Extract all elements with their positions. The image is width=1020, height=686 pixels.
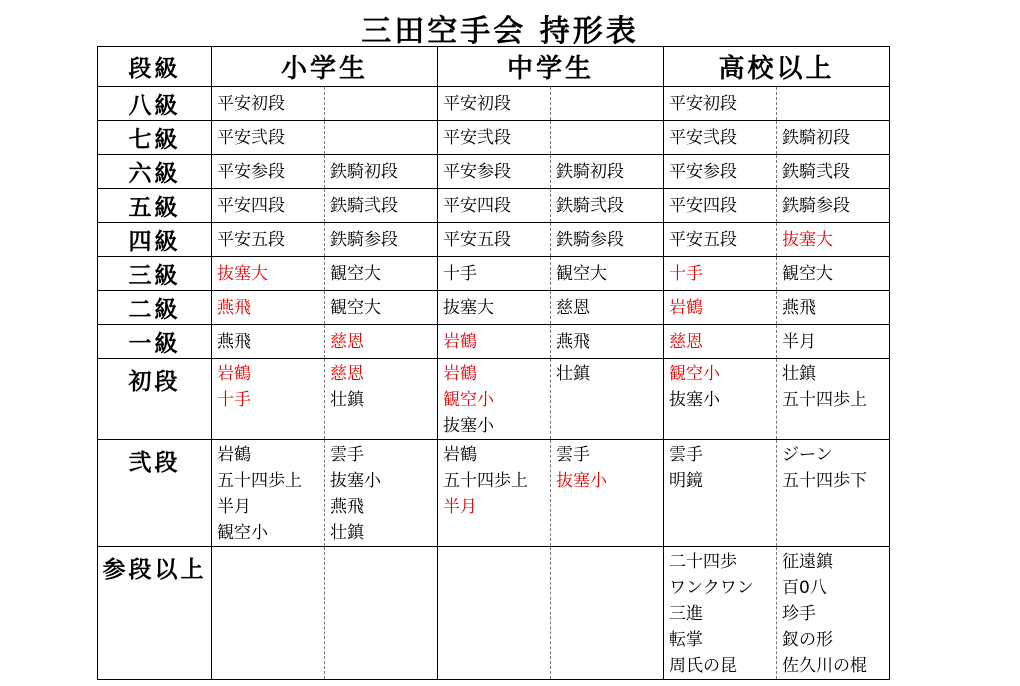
kata-name: 鉄騎初段 xyxy=(556,161,625,182)
kata-cell xyxy=(325,155,438,189)
rank-label: 七級 xyxy=(98,121,212,155)
kata-cell xyxy=(438,257,551,291)
kata-cell xyxy=(664,325,777,359)
kata-name: 平安弐段 xyxy=(443,127,512,148)
kata-name: 観空大 xyxy=(330,263,381,284)
kata-name: ワンクワン xyxy=(669,578,754,598)
kata-cell xyxy=(777,359,890,440)
kata-cell xyxy=(438,359,551,440)
kata-cell xyxy=(551,440,664,547)
kata-cell xyxy=(551,359,664,440)
kata-cell xyxy=(664,440,777,547)
kata-cell xyxy=(551,155,664,189)
table-row xyxy=(98,155,890,189)
kata-cell xyxy=(438,223,551,257)
group-header-middle: 中学生 xyxy=(438,47,664,87)
kata-cell xyxy=(777,155,890,189)
kata-name: ジーン xyxy=(782,445,833,465)
kata-name: 観空小 xyxy=(443,390,495,410)
kata-name: 平安初段 xyxy=(217,93,285,114)
kata-name: 岩鶴 xyxy=(443,364,478,384)
kata-name: 平安五段 xyxy=(669,229,738,250)
kata-cell xyxy=(325,359,438,440)
kata-name: 鉄騎初段 xyxy=(330,161,398,182)
kata-name: 慈恩 xyxy=(669,331,704,352)
kata-name: 抜塞大 xyxy=(217,263,268,284)
table-row xyxy=(98,87,890,121)
kata-name: 雲手 xyxy=(330,445,364,465)
group-header-elementary: 小学生 xyxy=(212,47,438,87)
kata-name: 岩鶴 xyxy=(443,445,478,465)
kata-cell xyxy=(438,440,551,547)
kata-name: 平安五段 xyxy=(217,229,285,250)
kata-cell xyxy=(664,189,777,223)
kata-name: 平安四段 xyxy=(443,195,512,216)
kata-name: 岩鶴 xyxy=(217,364,251,384)
kata-cell xyxy=(551,291,664,325)
kata-name: 平安弐段 xyxy=(669,127,738,148)
page-title: 三田空手会 持形表 xyxy=(361,14,639,49)
kata-cell xyxy=(325,223,438,257)
kata-name: 十手 xyxy=(443,263,478,284)
kata-name: 観空小 xyxy=(669,364,721,384)
kata-cell xyxy=(212,121,325,155)
kata-name: 燕飛 xyxy=(217,331,251,352)
kata-cell xyxy=(212,359,325,440)
kata-name: 五十四歩上 xyxy=(217,471,302,491)
table-row xyxy=(98,223,890,257)
kata-cell xyxy=(664,155,777,189)
kata-name: 平安五段 xyxy=(443,229,512,250)
kata-cell xyxy=(664,359,777,440)
kata-name: 三進 xyxy=(669,604,704,624)
kata-name: 十手 xyxy=(217,390,251,410)
group-header-high: 高校以上 xyxy=(664,47,890,87)
kata-name: 五十四歩上 xyxy=(782,390,868,410)
kata-name: 鉄騎参段 xyxy=(556,229,625,250)
kata-name: 抜塞大 xyxy=(782,229,834,250)
kata-name: 慈恩 xyxy=(556,297,591,318)
kata-name: 佐久川の棍 xyxy=(782,656,868,676)
kata-cell xyxy=(212,257,325,291)
kata-name: 百0八 xyxy=(782,578,827,598)
table-row xyxy=(98,189,890,223)
kata-name: 雲手 xyxy=(669,445,704,465)
table-row xyxy=(98,359,890,440)
kata-cell xyxy=(438,121,551,155)
kata-name: 平安弐段 xyxy=(217,127,285,148)
kata-name: 慈恩 xyxy=(330,331,364,352)
rank-label: 四級 xyxy=(98,223,212,257)
kata-name: 観空大 xyxy=(556,263,608,284)
kata-cell xyxy=(212,223,325,257)
header-row xyxy=(98,47,890,87)
kata-cell xyxy=(777,257,890,291)
kata-cell xyxy=(212,291,325,325)
kata-cell xyxy=(777,547,890,680)
rank-label: 六級 xyxy=(98,155,212,189)
kata-cell xyxy=(212,189,325,223)
table-row xyxy=(98,121,890,155)
table-row xyxy=(98,325,890,359)
kata-name: 征遠鎮 xyxy=(782,552,834,572)
kata-cell xyxy=(551,547,664,680)
kata-cell xyxy=(438,155,551,189)
kata-name: 五十四歩上 xyxy=(443,471,529,491)
kata-name: 抜塞小 xyxy=(669,390,721,410)
kata-name: 平安参段 xyxy=(443,161,512,182)
kata-name: 抜塞大 xyxy=(443,297,495,318)
kata-cell xyxy=(551,257,664,291)
kata-cell xyxy=(212,325,325,359)
kata-name: 燕飛 xyxy=(330,497,364,517)
kata-name: 観空大 xyxy=(782,263,834,284)
table-row xyxy=(98,440,890,547)
rank-label: 八級 xyxy=(98,87,212,121)
rank-label: 三級 xyxy=(98,257,212,291)
rank-label: 五級 xyxy=(98,189,212,223)
kata-name: 周氏の昆 xyxy=(669,656,738,676)
kata-name: 平安参段 xyxy=(217,161,285,182)
kata-cell xyxy=(777,223,890,257)
kata-name: 五十四歩下 xyxy=(782,471,868,491)
rank-label: 参段以上 xyxy=(98,547,212,680)
kata-cell xyxy=(325,87,438,121)
kata-name: 平安初段 xyxy=(443,93,512,114)
kata-cell xyxy=(777,291,890,325)
kata-name: 平安四段 xyxy=(669,195,738,216)
kata-name: 壮鎮 xyxy=(330,523,364,543)
kata-name: 釵の形 xyxy=(782,630,834,650)
kata-cell xyxy=(551,189,664,223)
rank-header: 段級 xyxy=(98,47,212,87)
table-row xyxy=(98,291,890,325)
kata-cell xyxy=(777,325,890,359)
kata-name: 鉄騎弐段 xyxy=(330,195,398,216)
kata-name: 鉄騎弐段 xyxy=(782,161,851,182)
kata-cell xyxy=(212,155,325,189)
kata-cell xyxy=(212,440,325,547)
kata-cell xyxy=(325,189,438,223)
kata-cell xyxy=(212,547,325,680)
kata-cell xyxy=(551,87,664,121)
kata-cell xyxy=(664,291,777,325)
kata-cell xyxy=(664,87,777,121)
kata-cell xyxy=(664,257,777,291)
kata-cell xyxy=(777,87,890,121)
kata-name: 鉄騎初段 xyxy=(782,127,851,148)
kata-name: 観空大 xyxy=(330,297,381,318)
kata-name: 壮鎮 xyxy=(782,364,817,384)
kata-cell xyxy=(664,547,777,680)
kata-table xyxy=(97,46,890,680)
kata-cell xyxy=(551,121,664,155)
kata-name: 慈恩 xyxy=(330,364,364,384)
kata-cell xyxy=(777,440,890,547)
kata-name: 十手 xyxy=(669,263,704,284)
kata-name: 燕飛 xyxy=(217,297,251,318)
kata-name: 壮鎮 xyxy=(556,364,591,384)
kata-cell xyxy=(777,121,890,155)
kata-name: 半月 xyxy=(782,331,817,352)
kata-cell xyxy=(212,87,325,121)
rank-label: 弐段 xyxy=(98,440,212,547)
kata-name: 平安四段 xyxy=(217,195,285,216)
kata-cell xyxy=(438,291,551,325)
kata-name: 鉄騎参段 xyxy=(782,195,851,216)
rank-label: 二級 xyxy=(98,291,212,325)
kata-name: 転掌 xyxy=(669,630,704,650)
kata-name: 抜塞小 xyxy=(443,416,495,436)
table-row xyxy=(98,547,890,680)
kata-cell xyxy=(438,189,551,223)
kata-cell xyxy=(777,189,890,223)
kata-name: 壮鎮 xyxy=(330,390,364,410)
rank-label: 一級 xyxy=(98,325,212,359)
kata-cell xyxy=(325,440,438,547)
rank-label: 初段 xyxy=(98,359,212,440)
kata-name: 岩鶴 xyxy=(217,445,251,465)
kata-cell xyxy=(664,121,777,155)
kata-name: 抜塞小 xyxy=(556,471,608,491)
kata-name: 半月 xyxy=(217,497,251,517)
kata-cell xyxy=(551,325,664,359)
kata-name: 燕飛 xyxy=(556,331,591,352)
kata-cell xyxy=(438,325,551,359)
table-row xyxy=(98,257,890,291)
kata-name: 観空小 xyxy=(217,523,268,543)
kata-name: 平安参段 xyxy=(669,161,738,182)
kata-cell xyxy=(325,547,438,680)
kata-name: 鉄騎弐段 xyxy=(556,195,625,216)
kata-name: 鉄騎参段 xyxy=(330,229,398,250)
kata-cell xyxy=(325,291,438,325)
kata-name: 岩鶴 xyxy=(669,297,704,318)
kata-cell xyxy=(325,325,438,359)
kata-cell xyxy=(325,257,438,291)
kata-name: 抜塞小 xyxy=(330,471,381,491)
kata-cell xyxy=(325,121,438,155)
kata-name: 燕飛 xyxy=(782,297,817,318)
kata-cell xyxy=(551,223,664,257)
kata-name: 珍手 xyxy=(782,604,817,624)
kata-name: 岩鶴 xyxy=(443,331,478,352)
kata-name: 明鏡 xyxy=(669,471,704,491)
kata-name: 雲手 xyxy=(556,445,591,465)
kata-cell xyxy=(438,547,551,680)
kata-name: 平安初段 xyxy=(669,93,738,114)
kata-name: 半月 xyxy=(443,497,478,517)
kata-cell xyxy=(438,87,551,121)
kata-name: 二十四歩 xyxy=(669,552,738,572)
kata-cell xyxy=(664,223,777,257)
